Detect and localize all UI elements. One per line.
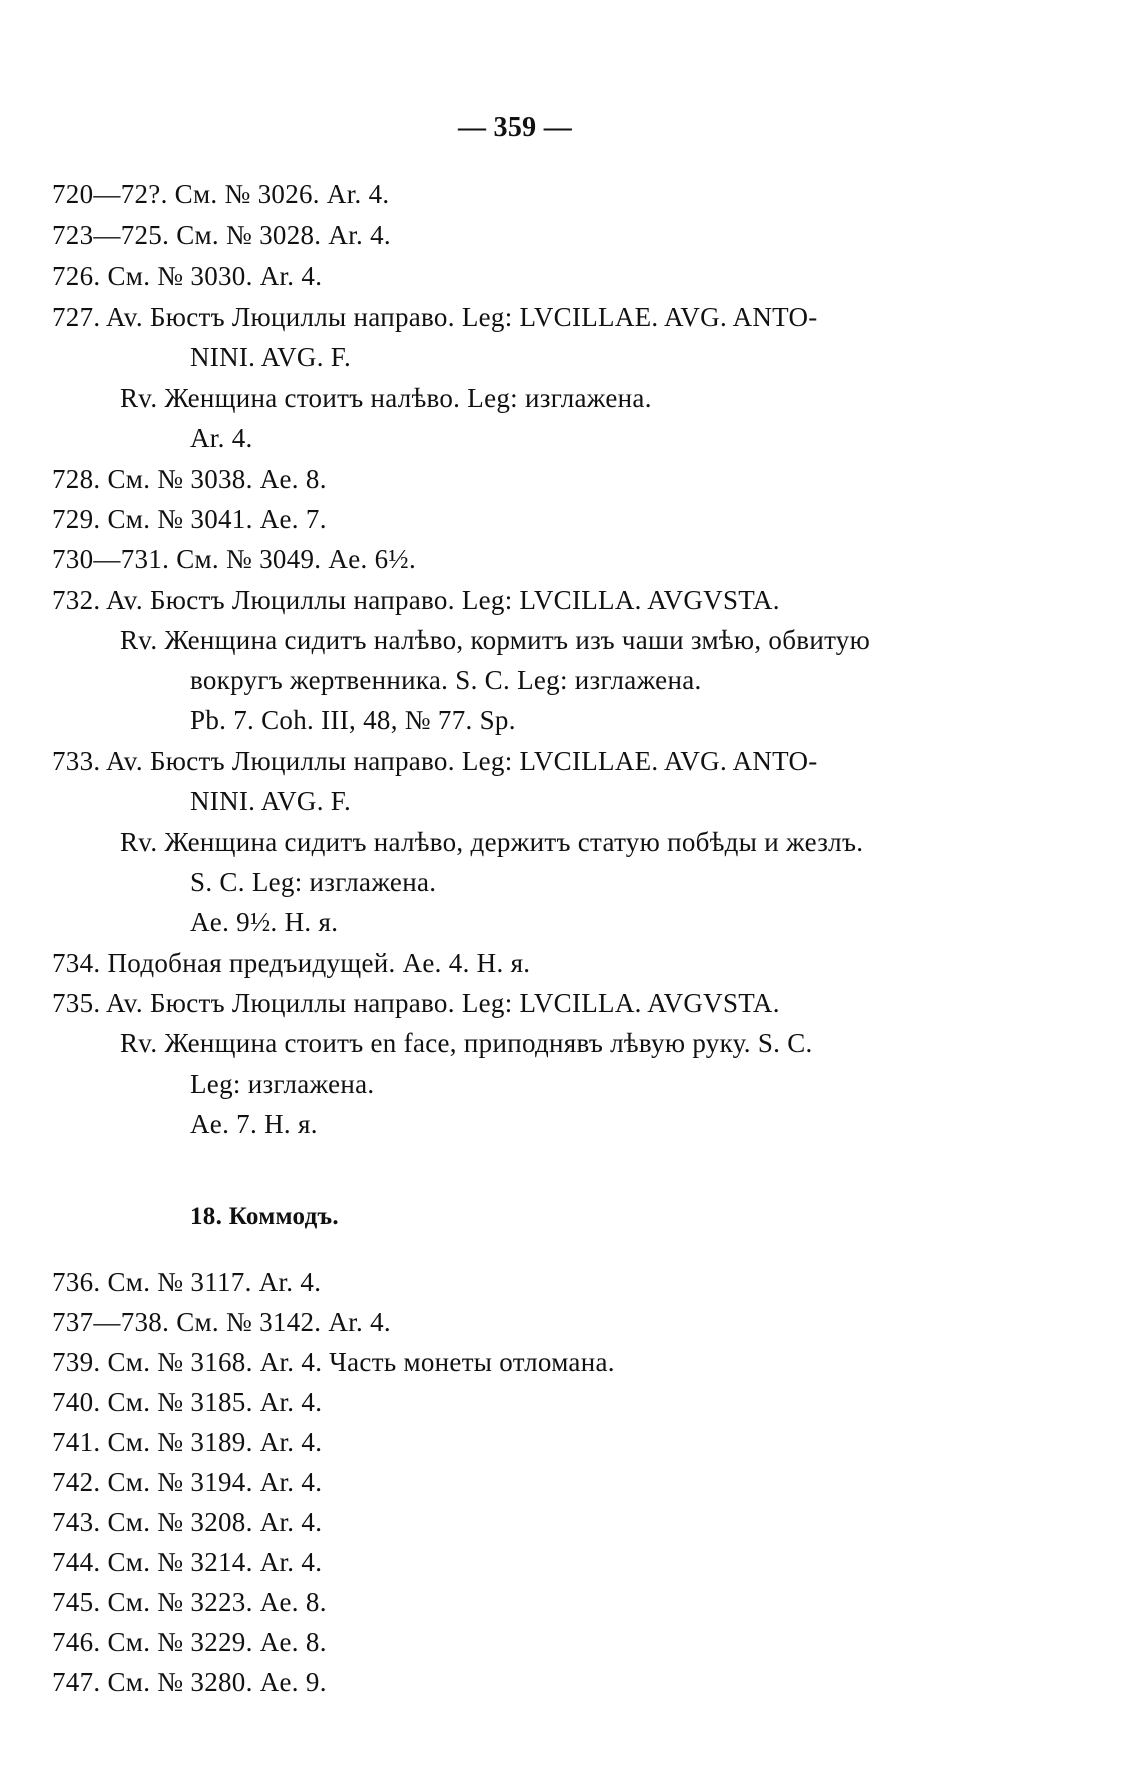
entry-line-cont: NINI. AVG. F. [190,342,352,372]
entry-line: 741. См. № 3189. Ar. 4. [52,1427,323,1457]
section-heading: 18. Коммодъ. [190,1203,339,1230]
entry-line: 743. См. № 3208. Ar. 4. [52,1507,323,1537]
entry-line-reverse: Rv. Женщина сидитъ налѣво, держитъ статую побѣды и жезлъ. [120,827,864,857]
entry-line-cont: Ar. 4. [190,423,253,453]
entry-line-cont: Ae. 7. H. я. [190,1109,318,1139]
entry-line: 729. См. № 3041. Ae. 7. [52,504,327,534]
entry-line-reverse: Rv. Женщина сидитъ налѣво, кормитъ изъ чаши змѣю, обвитую [120,625,871,655]
entry-line: 736. См. № 3117. Ar. 4. [52,1267,322,1297]
entry-line: 730—731. См. № 3049. Ae. 6½. [52,544,416,574]
entry-line: 732. Av. Бюстъ Люциллы направо. Leg: LVCILLA. AVGVSTA. [52,585,780,615]
entry-line: 744. См. № 3214. Ar. 4. [52,1547,323,1577]
entry-line-cont: NINI. AVG. F. [190,786,352,816]
entry-line: 720—72?. См. № 3026. Ar. 4. [52,179,390,209]
entry-line: 734. Подобная предъидущей. Ae. 4. H. я. [52,948,531,978]
entry-line: 728. См. № 3038. Ae. 8. [52,464,327,494]
entry-line: 742. См. № 3194. Ar. 4. [52,1467,323,1497]
entry-line: 745. См. № 3223. Ae. 8. [52,1587,327,1617]
entry-line-cont: Ae. 9½. H. я. [190,907,339,937]
entry-line: 747. См. № 3280. Ae. 9. [52,1667,327,1697]
entry-line: 727. Av. Бюстъ Люциллы направо. Leg: LVCILLAE. AVG. ANTO- [52,302,818,332]
entry-line: 739. См. № 3168. Ar. 4. Часть монеты отломана. [52,1347,615,1377]
entry-line-reverse: Rv. Женщина стоитъ en face, приподнявъ лѣвую руку. S. C. [120,1028,813,1058]
entry-line-reverse: Rv. Женщина стоитъ налѣво. Leg: изглажена. [120,383,652,413]
entry-line: 740. См. № 3185. Ar. 4. [52,1387,323,1417]
entry-line: 735. Av. Бюстъ Люциллы направо. Leg: LVCILLA. AVGVSTA. [52,988,780,1018]
entry-line-cont: вокругъ жертвенника. S. C. Leg: изглажена. [190,665,702,695]
page-number: — 359 — [457,112,573,143]
entry-line: 726. См. № 3030. Ar. 4. [52,261,323,291]
entry-line: 746. См. № 3229. Ae. 8. [52,1627,327,1657]
entry-line: 733. Av. Бюстъ Люциллы направо. Leg: LVCILLAE. AVG. ANTO- [52,746,818,776]
entry-line: 737—738. См. № 3142. Ar. 4. [52,1307,391,1337]
entry-line-cont: Leg: изглажена. [190,1069,375,1099]
entry-line-cont: S. C. Leg: изглажена. [190,867,437,897]
entry-line: 723—725. См. № 3028. Ar. 4. [52,220,391,250]
entry-line-cont: Pb. 7. Coh. III, 48, № 77. Sp. [190,705,516,735]
